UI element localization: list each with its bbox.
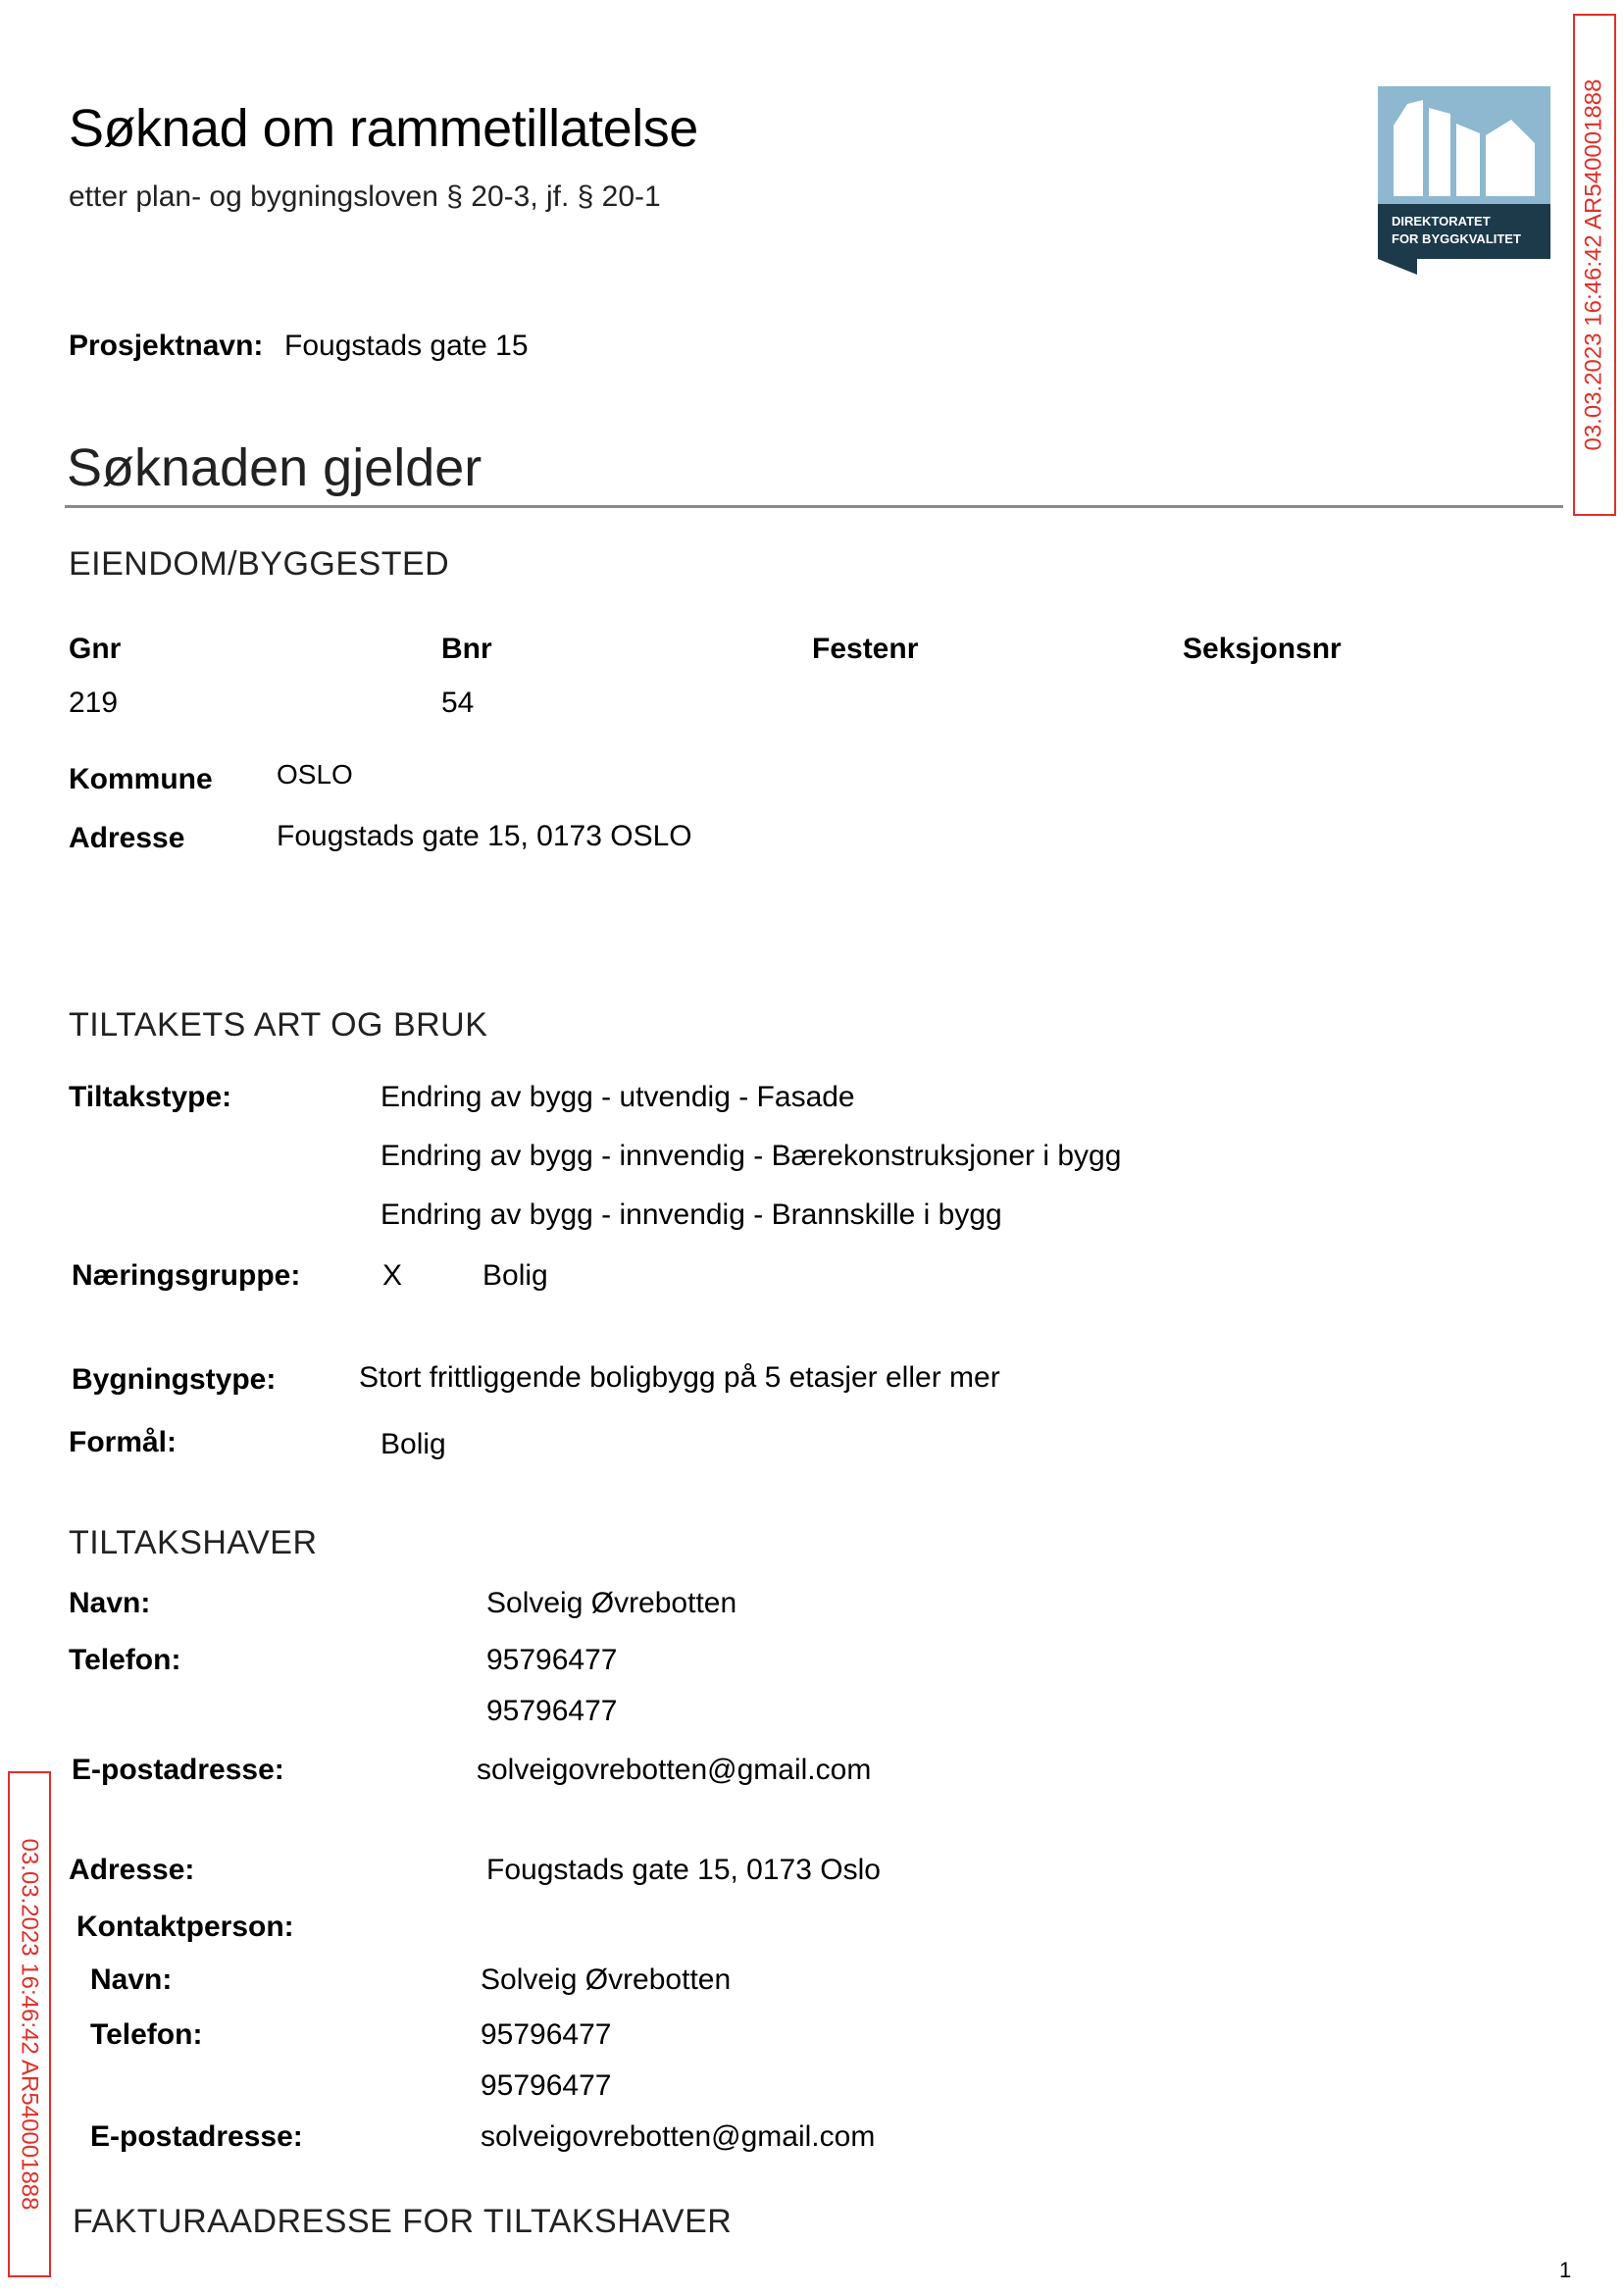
tiltakstype-label: Tiltakstype: xyxy=(69,1081,232,1113)
tiltakshaver-telefon-value: 95796477 xyxy=(486,1644,618,1676)
tiltakstype-item: Endring av bygg - innvendig - Brannskille i bygg xyxy=(381,1198,1002,1231)
section-title: Søknaden gjelder xyxy=(67,438,482,497)
kontakt-telefon-label: Telefon: xyxy=(90,2018,203,2051)
tiltakshaver-epost-value: solveigovrebotten@gmail.com xyxy=(477,1754,872,1786)
tiltakshaver-epost-label: E-postadresse: xyxy=(72,1754,284,1786)
gnr-value: 219 xyxy=(69,687,119,719)
faktura-heading: FAKTURAADRESSE FOR TILTAKSHAVER xyxy=(73,2203,733,2240)
project-name-label: Prosjektnavn: xyxy=(69,330,264,362)
archive-stamp-left: 03.03.2023 16:46:42 AR540001888 xyxy=(8,1771,51,2277)
gnr-header: Gnr xyxy=(69,633,122,665)
project-name-value: Fougstads gate 15 xyxy=(284,330,529,362)
tiltakshaver-telefon-value: 95796477 xyxy=(486,1695,618,1727)
tiltakstype-item: Endring av bygg - utvendig - Fasade xyxy=(381,1081,855,1113)
section-divider xyxy=(65,505,1563,508)
naeringsgruppe-value: Bolig xyxy=(482,1259,548,1292)
dibk-logo xyxy=(1378,86,1550,275)
kommune-label: Kommune xyxy=(69,763,213,795)
adresse-label: Adresse xyxy=(69,822,185,854)
naeringsgruppe-code: X xyxy=(382,1259,403,1292)
tiltakstype-item: Endring av bygg - innvendig - Bærekonstruksjoner i bygg xyxy=(381,1140,1122,1172)
page-number: 1 xyxy=(1559,2258,1572,2282)
tiltak-heading: TILTAKETS ART OG BRUK xyxy=(69,1006,488,1044)
bygningstype-value: Stort frittliggende boligbygg på 5 etasjer eller mer xyxy=(359,1361,1000,1394)
kommune-value: OSLO xyxy=(277,759,353,790)
formal-value: Bolig xyxy=(381,1428,446,1460)
archive-stamp-top: 03.03.2023 16:46:42 AR540001888 xyxy=(1573,14,1616,516)
tiltakshaver-heading: TILTAKSHAVER xyxy=(69,1524,318,1561)
bygningstype-label: Bygningstype: xyxy=(72,1363,277,1396)
tiltakshaver-navn-label: Navn: xyxy=(69,1587,151,1619)
kontaktperson-label: Kontaktperson: xyxy=(76,1911,294,1943)
kontakt-navn-label: Navn: xyxy=(90,1963,173,1996)
kontakt-navn-value: Solveig Øvrebotten xyxy=(481,1963,732,1996)
logo-text-line1: DIREKTORATET xyxy=(1392,214,1491,229)
seksjonsnr-header: Seksjonsnr xyxy=(1183,633,1342,665)
kontakt-epost-value: solveigovrebotten@gmail.com xyxy=(481,2120,876,2153)
tiltakshaver-adresse-label: Adresse: xyxy=(69,1854,195,1886)
document-subtitle: etter plan- og bygningsloven § 20-3, jf. § 20-1 xyxy=(69,180,661,213)
bnr-value: 54 xyxy=(441,687,475,719)
tiltakshaver-adresse-value: Fougstads gate 15, 0173 Oslo xyxy=(486,1854,881,1886)
tiltakshaver-telefon-label: Telefon: xyxy=(69,1644,181,1676)
kontakt-telefon-value: 95796477 xyxy=(481,2018,612,2051)
bnr-header: Bnr xyxy=(441,633,492,665)
kontakt-epost-label: E-postadresse: xyxy=(90,2120,303,2153)
adresse-value: Fougstads gate 15, 0173 OSLO xyxy=(277,820,692,852)
logo-text-line2: FOR BYGGKVALITET xyxy=(1392,231,1521,246)
kontakt-telefon-value: 95796477 xyxy=(481,2069,612,2102)
document-title: Søknad om rammetillatelse xyxy=(69,99,698,158)
naeringsgruppe-label: Næringsgruppe: xyxy=(72,1259,301,1292)
tiltakshaver-navn-value: Solveig Øvrebotten xyxy=(486,1587,737,1619)
formal-label: Formål: xyxy=(69,1426,178,1458)
festenr-header: Festenr xyxy=(812,633,919,665)
property-heading: EIENDOM/BYGGESTED xyxy=(69,545,450,583)
